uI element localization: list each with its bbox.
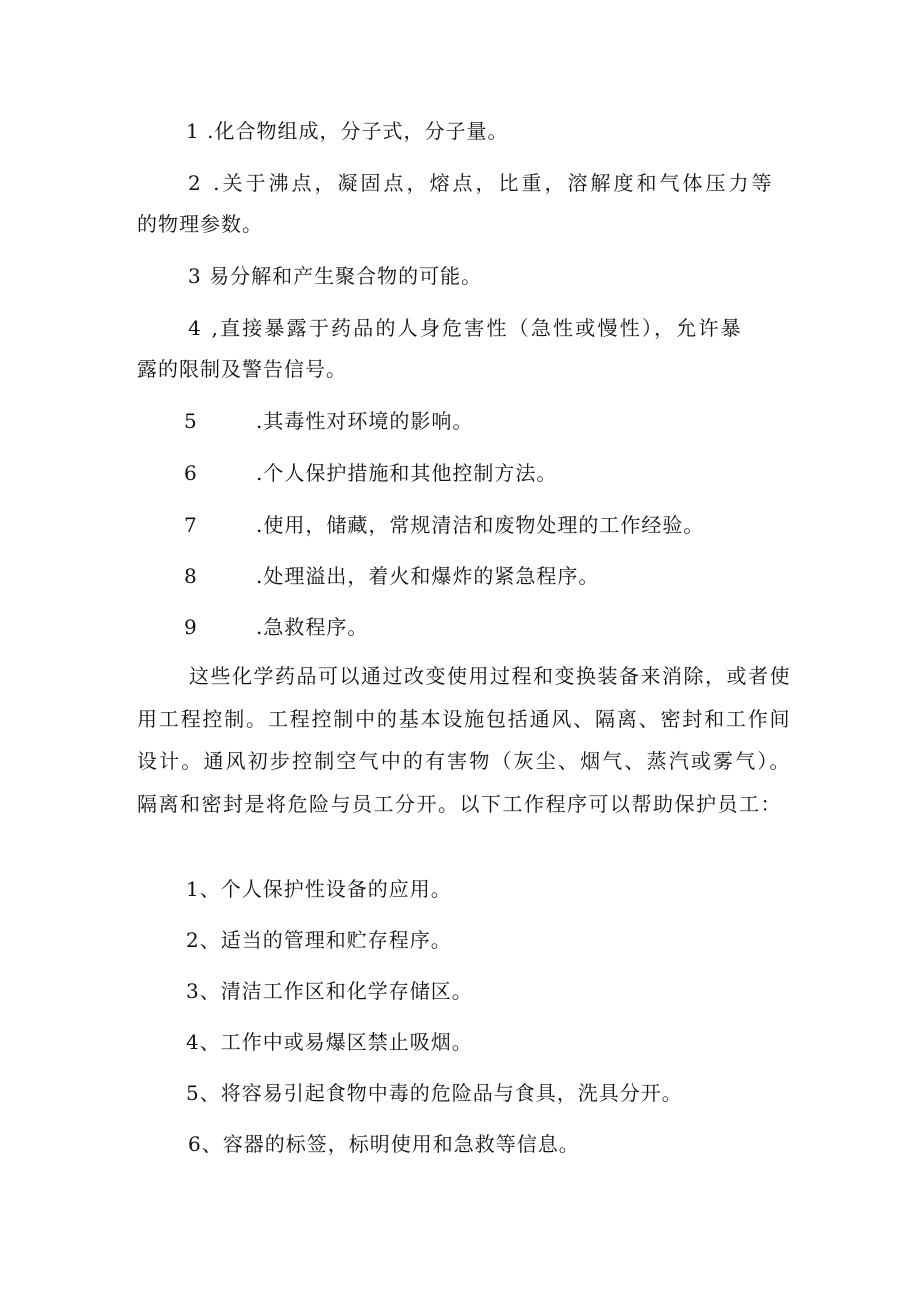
list-item-5: .其毒性对环境的影响。	[256, 409, 474, 433]
list-item-6-number: 6	[184, 461, 197, 485]
list-item-1: 1 .化合物组成，分子式，分子量。	[186, 119, 509, 143]
measure-item-3: 3、清洁工作区和化学存储区。	[186, 979, 473, 1003]
body-paragraph: 这些化学药品可以通过改变使用过程和变换装备来消除，或者使用工程控制。工程控制中的基本设施包括通风、隔离、密封和工作间设计。通风初步控制空气中的有害物（灰尘、烟气、蒸汽或雾气）。隔离和密封是将危险与员工分开。以下工作程序可以帮助保护员工：	[137, 664, 791, 816]
list-item-3: 3 易分解和产生聚合物的可能。	[188, 264, 483, 288]
list-item-9: .急救程序。	[256, 615, 369, 639]
list-item-7: .使用，储藏，常规清洁和废物处理的工作经验。	[256, 513, 705, 537]
list-item-4: 4 ,直接暴露于药品的人身危害性（急性或慢性），允许暴	[188, 316, 743, 340]
measure-item-1: 1、个人保护性设备的应用。	[186, 877, 452, 901]
list-item-2: 2 .关于沸点，凝固点，熔点，比重，溶解度和气体压力等	[188, 171, 775, 195]
list-item-2-continuation: 的物理参数。	[137, 212, 263, 236]
measure-item-4: 4、工作中或易爆区禁止吸烟。	[186, 1030, 473, 1054]
measure-item-2: 2、适当的管理和贮存程序。	[186, 928, 452, 952]
list-item-6: .个人保护措施和其他控制方法。	[256, 461, 558, 485]
list-item-4-continuation: 露的限制及警告信号。	[137, 357, 347, 381]
list-item-9-number: 9	[184, 615, 197, 639]
measure-item-5: 5、将容易引起食物中毒的危险品与食具，洗具分开。	[186, 1081, 683, 1105]
list-item-8: .处理溢出，着火和爆炸的紧急程序。	[256, 564, 600, 588]
measure-item-6: 6、容器的标签，标明使用和急救等信息。	[188, 1132, 580, 1156]
list-item-7-number: 7	[184, 513, 197, 537]
list-item-8-number: 8	[184, 564, 197, 588]
list-item-5-number: 5	[184, 409, 197, 433]
